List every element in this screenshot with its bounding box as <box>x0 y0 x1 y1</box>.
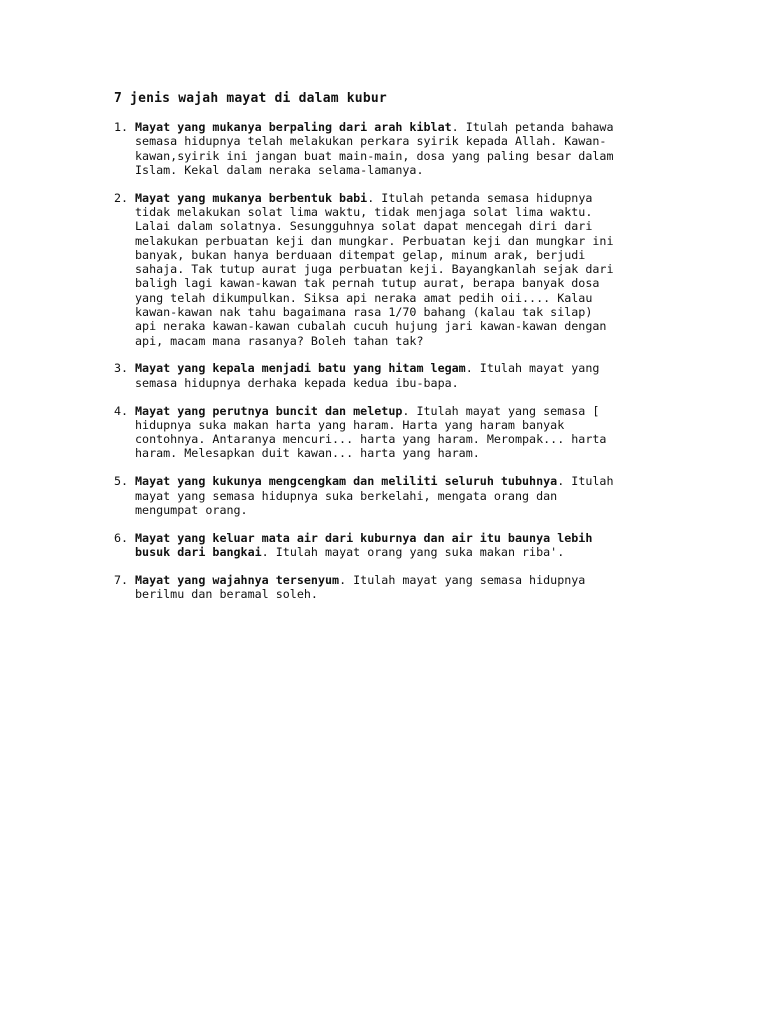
text-line: melakukan perbuatan keji dan mungkar. Perbuatan keji dan mungkar ini <box>135 233 614 248</box>
numbered-list <box>114 120 654 601</box>
text-line <box>135 120 654 134</box>
text-line: kawan,syirik ini jangan buat main-main, dosa yang paling besar dalam <box>135 148 614 163</box>
list-item <box>114 120 654 177</box>
line-text: . Itulah mayat yang semasa hidupnya <box>339 572 586 587</box>
text-line: api, macam mana rasanya? Boleh tahan tak? <box>135 333 424 348</box>
item-text <box>135 404 654 461</box>
text-line: semasa hidupnya telah melakukan perkara syirik kepada Allah. Kawan- <box>135 134 607 149</box>
line-text: . Itulah mayat yang semasa [ <box>402 403 600 418</box>
list-item <box>114 404 654 461</box>
line-text: . Itulah petanda semasa hidupnya <box>367 190 593 205</box>
item-text <box>135 573 654 602</box>
text-line: contohnya. Antaranya mencuri... harta yang haram. Merompak... harta <box>135 432 607 447</box>
document-page <box>114 91 654 615</box>
text-line: banyak, bukan hanya berduaan ditempat gelap, minum arak, berjudi <box>135 247 586 262</box>
item-text <box>135 120 654 177</box>
text-line <box>135 191 654 205</box>
line-text: . Itulah petanda bahawa <box>451 120 614 134</box>
bold-heading: Mayat yang perutnya buncit dan meletup <box>135 403 403 418</box>
item-text <box>135 474 654 517</box>
list-item <box>114 531 654 560</box>
item-number: 3. <box>114 361 129 376</box>
bold-heading: Mayat yang kepala menjadi batu yang hitam legam <box>135 361 466 376</box>
text-line <box>135 361 654 375</box>
item-text <box>135 531 654 560</box>
item-number: 6. <box>114 530 129 545</box>
text-line: api neraka kawan-kawan cubalah cucuh hujung jari kawan-kawan dengan <box>135 319 607 334</box>
text-line: mengumpat orang. <box>135 502 248 517</box>
bold-heading: Mayat yang wajahnya tersenyum <box>135 572 340 587</box>
text-line: berilmu dan beramal soleh. <box>135 587 318 602</box>
text-line: hidupnya suka makan harta yang haram. Harta yang haram banyak <box>135 417 565 432</box>
list-item <box>114 361 654 390</box>
item-number: 2. <box>114 190 129 205</box>
text-line <box>135 404 654 418</box>
text-line: Islam. Kekal dalam neraka selama-lamanya. <box>135 162 424 177</box>
bold-heading: busuk dari bangkai <box>135 544 262 559</box>
bold-heading: Mayat yang mukanya berbentuk babi <box>135 190 368 205</box>
bold-heading: Mayat yang keluar mata air dari kuburnya dan air itu baunya lebih <box>135 530 593 545</box>
text-line: yang telah dikumpulkan. Siksa api neraka amat pedih oii.... Kalau <box>135 290 593 305</box>
bold-heading: Mayat yang kukunya mengcengkam dan meliliti seluruh tubuhnya <box>135 474 558 489</box>
text-line <box>135 474 654 488</box>
line-text: . Itulah mayat yang <box>465 361 600 376</box>
text-line: kawan-kawan nak tahu bagaimana rasa 1/70 bahang (kalau tak silap) <box>135 305 593 320</box>
text-line: haram. Melesapkan duit kawan... harta yang haram. <box>135 446 480 461</box>
text-line: semasa hidupnya derhaka kepada kedua ibu-bapa. <box>135 375 459 390</box>
line-text: . Itulah mayat orang yang suka makan riba'. <box>261 544 565 559</box>
text-line <box>135 573 654 587</box>
text-line: tidak melakukan solat lima waktu, tidak menjaga solat lima waktu. <box>135 204 593 219</box>
document-title: 7 jenis wajah mayat di dalam kubur <box>114 91 387 106</box>
text-line: mayat yang semasa hidupnya suka berkelahi, mengata orang dan <box>135 488 558 503</box>
text-line <box>135 531 654 545</box>
item-text <box>135 361 654 390</box>
item-number: 5. <box>114 474 129 489</box>
bold-heading: Mayat yang mukanya berpaling dari arah kiblat <box>135 120 452 134</box>
list-item <box>114 191 654 348</box>
text-line: Lalai dalam solatnya. Sesungguhnya solat dapat mencegah diri dari <box>135 219 593 234</box>
list-item <box>114 474 654 517</box>
item-number: 4. <box>114 403 129 418</box>
text-line: baligh lagi kawan-kawan tak pernah tutup aurat, berapa banyak dosa <box>135 276 600 291</box>
line-text: . Itulah <box>557 474 614 489</box>
item-text <box>135 191 654 348</box>
text-line <box>135 545 654 559</box>
item-number: 1. <box>114 120 129 134</box>
text-line: sahaja. Tak tutup aurat juga perbuatan keji. Bayangkanlah sejak dari <box>135 262 614 277</box>
item-number: 7. <box>114 572 129 587</box>
list-item <box>114 573 654 602</box>
